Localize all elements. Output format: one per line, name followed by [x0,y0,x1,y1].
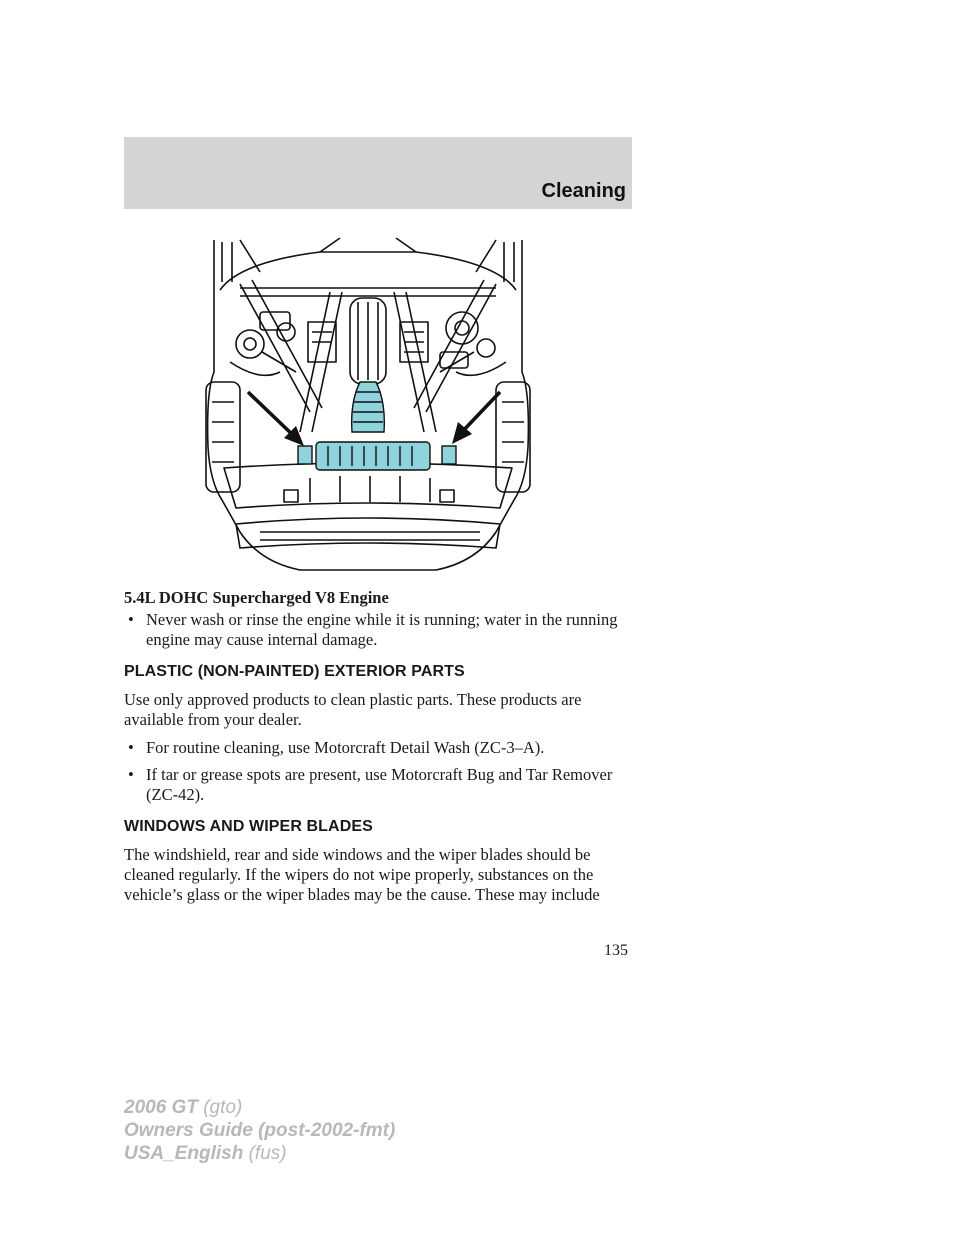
footer-model-code: (gto) [203,1097,243,1118]
list-item [124,738,644,758]
footer-model: 2006 GT [124,1097,198,1118]
bullet-glyph: • [128,765,134,784]
section-title: Cleaning [541,180,626,202]
page-content [124,588,644,913]
footer-line [124,1096,395,1119]
footer-guide-format: Owners Guide (post-2002-fmt) [124,1120,396,1141]
highlight-cross-rail [316,442,430,470]
right-strut [414,280,496,412]
page-number: 135 [604,942,628,959]
bullet-text: For routine cleaning, use Motorcraft Detail Wash (ZC-3–A). [146,738,545,757]
highlight-left-mount [298,446,312,464]
section-header-band [124,137,632,209]
section-heading-windows: WINDOWS AND WIPER BLADES [124,818,373,835]
bullet-glyph: • [128,610,134,629]
bullet-glyph: • [128,738,134,757]
left-wheel [206,382,240,492]
section-heading-plastic: PLASTIC (NON-PAINTED) EXTERIOR PARTS [124,663,465,680]
footer-language: USA_English [124,1143,244,1164]
highlight-right-mount [442,446,456,464]
left-strut [240,280,322,412]
list-item [124,610,644,650]
highlight-intake-hose [352,382,385,432]
footer-line [124,1142,395,1165]
rear-bumper [236,518,500,548]
engine-bay-illustration [200,232,536,580]
bullet-text: If tar or grease spots are present, use Motorcraft Bug and Tar Remover (ZC-42). [146,765,613,804]
paragraph: The windshield, rear and side windows and the wiper blades should be cleaned regularly. If the wipers do not wipe properly, substances on the vehicle’s glass or the wiper blades may be the cause. These may include [124,845,600,904]
rear-deck [220,252,516,290]
document-footer [124,1096,395,1165]
list-item [124,765,644,805]
figure-caption: 5.4L DOHC Supercharged V8 Engine [124,588,389,607]
highlighted-parts [298,382,456,470]
right-wheel [496,382,530,492]
footer-language-code: (fus) [248,1143,287,1164]
paragraph: Use only approved products to clean plastic parts. These products are available from your dealer. [124,690,582,729]
bullet-text: Never wash or rinse the engine while it is running; water in the running engine may cause internal damage. [146,610,618,649]
